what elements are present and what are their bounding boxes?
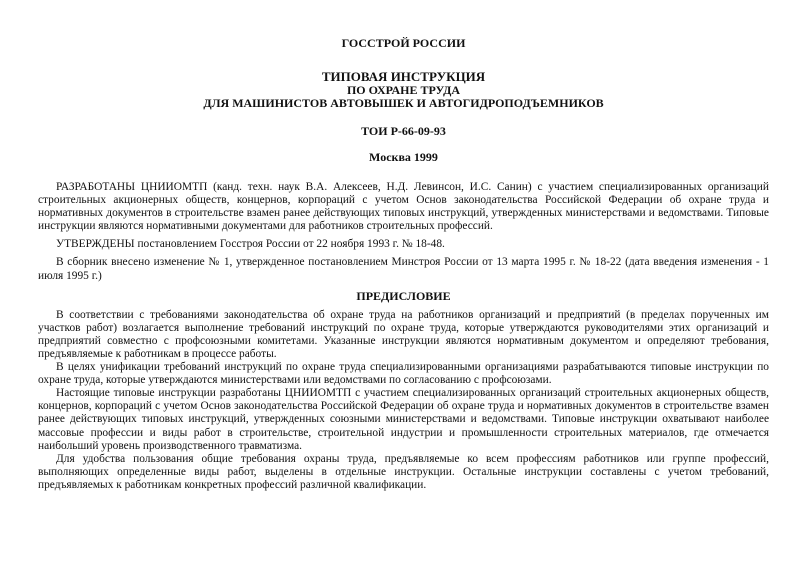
preface-paragraph: Настоящие типовые инструкции разработаны ЦНИИОМТП с участием специализированных организаций строительных акционерных обществ, концернов, корпораций с учетом Основ законодательства Российской Федерации об охране труда и нормативных документов в строительстве взамен ранее действующих типовых инструкций, утвержденных союзными министерствами и ведомствами. Типовые инструкции охватывают наиболее массовые профессии и виды работ в строительстве, строительной индустрии и промышленности строительных материалов, где отмечается наибольший уровень производственного травматизма. [38, 387, 769, 452]
preface-heading: ПРЕДИСЛОВИЕ [356, 288, 451, 303]
intro-developed-paragraph: РАЗРАБОТАНЫ ЦНИИОМТП (канд. техн. наук В.А. Алексеев, Н.Д. Левинсон, И.С. Санин) с участием специализированных организаций строительных акционерных обществ, концернов, корпораций с учетом Основ законодательства Российской Федерации об охране труда и нормативных документов в строительстве взамен ранее действующих типовых инструкций, утвержденных министерствами и ведомствами. Типовые инструкции являются нормативными документами для работников строительных профессий. [38, 181, 769, 233]
preface-paragraph: В соответствии с требованиями законодательства об охране труда на работников организаций и предприятий (в пределах порученных им участков работ) возлагается выполнение требований инструкций по охране труда, которые утверждаются руководителями этих организаций и предприятий совместно с профсоюзными комитетами. Указанные инструкции являются нормативным документом и определяют требования, предъявляемые к работникам в процессе работы. [38, 308, 769, 360]
preface-paragraph: Для удобства пользования общие требования охраны труда, предъявляемые ко всем профессиям работников или группе профессий, выполняющих определенные виды работ, выделены в отдельные инструкции. Остальные инструкции составлены с учетом требований, предъявляемых к работникам конкретных профессий различной квалификации. [38, 452, 769, 491]
document-title: ТИПОВАЯ ИНСТРУКЦИЯ [321, 69, 486, 84]
document-subtitle-line-1: ПО ОХРАНЕ ТРУДА [346, 83, 461, 97]
intro-approved-paragraph: УТВЕРЖДЕНЫ постановлением Госстроя России от 22 ноября 1993 г. № 18-48. [56, 238, 445, 251]
intro-amendment-paragraph: В сборник внесено изменение № 1, утвержденное постановлением Минстроя России от 13 марта 1995 г. № 18-22 (дата введения изменения - 1 июля 1995 г.) [38, 256, 769, 282]
preface-paragraph: В целях унификации требований инструкций по охране труда специализированными организациями разрабатываются типовые инструкции по охране труда, которые утверждаются министерствами или ведомствами по согласованию с профсоюзами. [38, 361, 769, 387]
organization-name: ГОССТРОЙ РОССИИ [341, 36, 466, 50]
publication-city-year: Москва 1999 [369, 150, 438, 164]
document-subtitle-line-2: ДЛЯ МАШИНИСТОВ АВТОВЫШЕК И АВТОГИДРОПОДЪЕМНИКОВ [203, 96, 604, 110]
document-code: ТОИ Р-66-09-93 [361, 124, 446, 138]
